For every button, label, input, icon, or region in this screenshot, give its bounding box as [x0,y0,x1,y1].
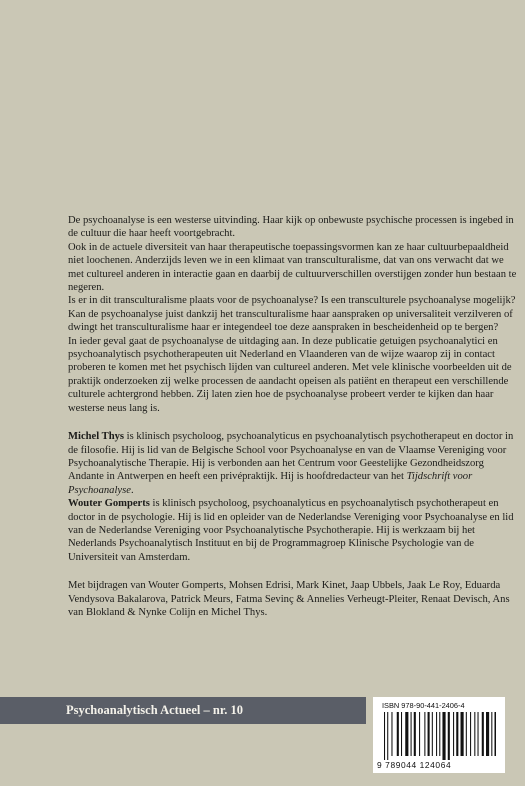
author-bio-text: is klinisch psycholoog, psychoanalyticus en psychoanalytisch psychotherapeut en doctor in de psychologie. Hij is lid en opleider van de Nederlandse Vereniging voor Psychoanalyse en lid van de Nederlandse Vereniging voor Psychoanalytische Psychotherapie. Hij is werkzaam bij het Nederlands Psychoanalytisch Instituut en bij de Programmagroep Klinische Psychologie van de Universiteit van Amsterdam. [68,498,514,563]
barcode-digits: 9 789044 124064 [377,760,452,770]
barcode-icon [382,712,496,760]
author-bio-end: . [130,484,134,496]
isbn-label: ISBN 978-90-441-2406-4 [382,701,465,710]
blurb [68,214,520,415]
author-name: Wouter Gomperts [68,498,150,510]
blurb-paragraph-3: Is er in dit transculturalisme plaats voor de psychoanalyse? Is een transculturele psychoanalyse mogelijk? Kan de psychoanalyse juist dankzij het transculturalisme haar aanspraken op universaliteit verzilveren of dwingt het transculturalisme haar er integendeel toe deze aanspraken in bescheidenheid op te bergen? [68,295,516,334]
blurb-paragraph-1: De psychoanalyse is een westerse uitvinding. Haar kijk op onbewuste psychische processen is ingebed in de cultuur die haar heeft voortgebracht. [68,215,514,240]
author-bio-1 [68,430,520,497]
back-cover-text [68,214,520,619]
series-banner [0,697,366,724]
series-title: Psychoanalytisch Actueel – nr. 10 [66,703,243,717]
author-bio-2 [68,497,520,564]
author-name: Michel Thys [68,431,125,443]
blurb-paragraph-4: In ieder geval gaat de psychoanalyse de uitdaging aan. In deze publicatie getuigen psychoanalytici en psychoanalytisch psychotherapeuten uit Nederland en Vlaanderen van de wijze waarop zij in contact proberen te komen met het psychisch lijden van cultureel anderen. Met vele klinische voorbeelden uit de praktijk onderzoeken zij welke processen de aandacht opeisen als patiënt en therapeut een verschillende culturele achtergrond hebben. Zij laten zien hoe de psychoanalyse probeert verder te kijken dan haar westerse neus lang is. [68,335,512,414]
author-bio-text: is klinisch psycholoog, psychoanalyticus en psychoanalytisch psychotherapeut en doctor in de filosofie. Hij is lid van de Belgische School voor Psychoanalyse en van de Vlaamse Vereniging voor Psychoanalytische Therapie. Hij is verbonden aan het Centrum voor Geestelijke Gezondheidszorg Andante in Antwerpen en heeft een privépraktijk. Hij is hoofdredacteur van het [68,431,514,483]
contributors-text: Met bijdragen van Wouter Gomperts, Mohsen Edrisi, Mark Kinet, Jaap Ubbels, Jaak Le Roy, Eduarda Vendysova Bakalarova, Patrick Meurs, Fatma Sevinç & Annelies Verheugt-Pleiter, Renaat Devisch, Ans van Blokland & Nynke Colijn en Michel Thys. [68,580,510,618]
journal-title: Tijdschrift voor Psychoanalyse [68,471,473,496]
barcode-panel [373,697,505,773]
blurb-paragraph-2: Ook in de actuele diversiteit van haar therapeutische toepassingsvormen kan ze haar cultuurbepaaldheid niet loochenen. Anderzijds leven we in een klimaat van transculturalisme, dat van ons verwacht dat we met cultureel anderen in interactie gaan en daarbij de cultuurverschillen overstijgen zonder hun bestaan te negeren. [68,241,517,294]
